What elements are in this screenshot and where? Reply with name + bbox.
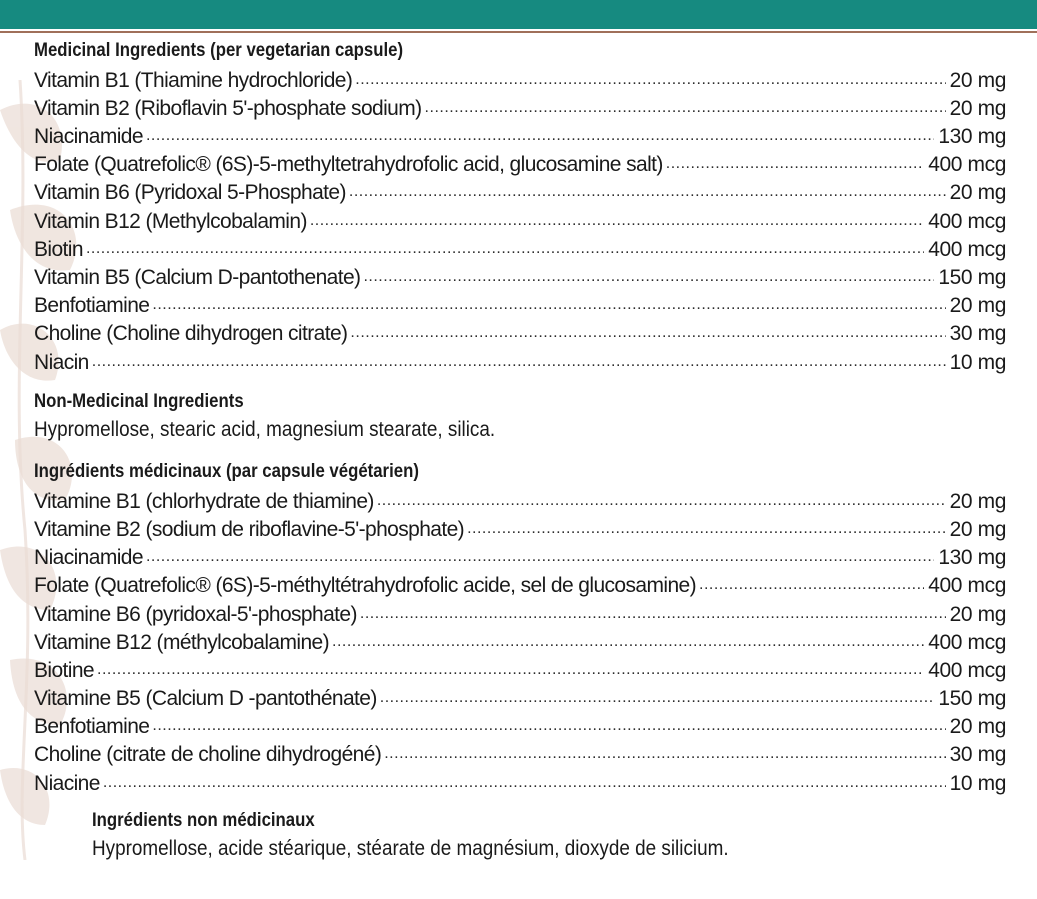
dot-leader bbox=[152, 717, 945, 735]
ingredient-name: Vitamin B5 (Calcium D-pantothenate) bbox=[34, 266, 361, 289]
french-ingredient-list bbox=[34, 486, 1006, 796]
header-rule bbox=[0, 31, 1037, 33]
ingredient-name: Niacinamide bbox=[34, 546, 143, 570]
ingredient-amount: 400 mcg bbox=[928, 574, 1006, 598]
header-bar bbox=[0, 0, 1037, 29]
ingredient-row bbox=[34, 262, 1006, 290]
ingredient-row bbox=[34, 570, 1006, 598]
dot-leader bbox=[332, 633, 924, 651]
ingredient-name: Vitamine B2 (sodium de riboflavine-5'-phosphate) bbox=[34, 517, 465, 541]
ingredient-row bbox=[34, 739, 1006, 767]
ingredient-amount: 20 mg bbox=[949, 68, 1006, 92]
dot-leader bbox=[103, 774, 946, 792]
ingredient-amount: 20 mg bbox=[949, 294, 1006, 318]
ingredient-row bbox=[34, 65, 1006, 93]
ingredient-amount: 400 mcg bbox=[928, 658, 1006, 682]
ingredient-amount: 400 mcg bbox=[928, 237, 1006, 261]
ingredient-amount: 20 mg bbox=[949, 489, 1006, 513]
ingredient-amount: 400 mcg bbox=[928, 209, 1006, 233]
dot-leader bbox=[467, 520, 946, 538]
ingredient-row bbox=[34, 598, 1006, 626]
ingredient-row bbox=[34, 234, 1006, 262]
ingredient-row bbox=[34, 205, 1006, 233]
ingredient-amount: 20 mg bbox=[949, 715, 1006, 739]
english-heading: Medicinal Ingredients (per vegetarian capsule) bbox=[34, 39, 404, 61]
ingredient-amount: 150 mg bbox=[938, 687, 1006, 711]
dot-leader bbox=[384, 745, 945, 763]
ingredient-row bbox=[34, 514, 1006, 542]
dot-leader bbox=[360, 605, 946, 623]
dot-leader bbox=[425, 99, 946, 117]
ingredient-name: Vitamine B5 (Calcium D -pantothénate) bbox=[34, 687, 377, 711]
ingredient-name: Benfotiamine bbox=[34, 294, 150, 318]
dot-leader bbox=[97, 661, 924, 679]
ingredient-amount: 30 mg bbox=[949, 322, 1006, 346]
ingredient-panel bbox=[34, 36, 1006, 864]
ingredient-name: Folate (Quatrefolic® (6S)-5-méthyltétrahydrofolic acide, sel de glucosamine) bbox=[34, 574, 697, 598]
ingredient-name: Folate (Quatrefolic® (6S)-5-methyltetrahydrofolic acid, glucosamine salt) bbox=[34, 153, 663, 177]
french-heading: Ingrédients médicinaux (par capsule végétarien) bbox=[34, 460, 419, 483]
ingredient-row bbox=[34, 767, 1006, 795]
ingredient-amount: 130 mg bbox=[938, 125, 1006, 149]
dot-leader bbox=[363, 268, 934, 286]
ingredient-name: Vitamine B6 (pyridoxal-5'-phosphate) bbox=[34, 602, 357, 626]
english-ingredient-list bbox=[34, 65, 1006, 375]
dot-leader bbox=[666, 155, 924, 173]
ingredient-row bbox=[34, 346, 1006, 374]
ingredient-row bbox=[34, 627, 1006, 655]
ingredient-name: Vitamin B2 (Riboflavin 5'-phosphate sodium) bbox=[34, 96, 422, 120]
ingredient-row bbox=[34, 683, 1006, 711]
dot-leader bbox=[355, 71, 945, 89]
ingredient-name: Benfotiamine bbox=[34, 715, 150, 739]
ingredient-amount: 10 mg bbox=[949, 350, 1006, 374]
ingredient-amount: 20 mg bbox=[949, 602, 1006, 626]
ingredient-row bbox=[34, 486, 1006, 514]
ingredient-name: Biotine bbox=[34, 658, 95, 682]
dot-leader bbox=[86, 240, 924, 258]
ingredient-row bbox=[34, 149, 1006, 177]
ingredient-name: Vitamin B1 (Thiamine hydrochloride) bbox=[34, 68, 353, 92]
ingredient-amount: 30 mg bbox=[949, 743, 1006, 767]
ingredient-row bbox=[34, 93, 1006, 121]
ingredient-name: Niacinamide bbox=[34, 125, 143, 149]
ingredient-row bbox=[34, 121, 1006, 149]
ingredient-amount: 130 mg bbox=[938, 546, 1006, 570]
ingredient-name: Vitamine B12 (méthylcobalamine) bbox=[34, 630, 329, 654]
ingredient-name: Vitamin B12 (Methylcobalamin) bbox=[34, 209, 307, 233]
ingredient-amount: 20 mg bbox=[949, 181, 1006, 205]
ingredient-row bbox=[34, 290, 1006, 318]
ingredient-name: Biotin bbox=[34, 237, 83, 261]
english-non-medicinal-text: Hypromellose, stearic acid, magnesium stearate, silica. bbox=[34, 418, 496, 442]
dot-leader bbox=[152, 296, 945, 314]
dot-leader bbox=[699, 576, 924, 594]
ingredient-name: Niacin bbox=[34, 350, 89, 374]
dot-leader bbox=[92, 353, 946, 371]
ingredient-name: Choline (citrate de choline dihydrogéné) bbox=[34, 743, 382, 767]
dot-leader bbox=[146, 548, 934, 566]
ingredient-amount: 20 mg bbox=[949, 517, 1006, 541]
ingredient-row bbox=[34, 542, 1006, 570]
ingredient-name: Vitamine B1 (chlorhydrate de thiamine) bbox=[34, 489, 374, 513]
dot-leader bbox=[377, 492, 946, 510]
ingredient-amount: 20 mg bbox=[949, 96, 1006, 120]
ingredient-row bbox=[34, 318, 1006, 346]
ingredient-amount: 400 mcg bbox=[928, 153, 1006, 177]
ingredient-amount: 400 mcg bbox=[928, 630, 1006, 654]
dot-leader bbox=[349, 183, 946, 201]
ingredient-row bbox=[34, 711, 1006, 739]
dot-leader bbox=[146, 127, 934, 145]
ingredient-row bbox=[34, 177, 1006, 205]
ingredient-amount: 10 mg bbox=[949, 771, 1006, 795]
dot-leader bbox=[310, 212, 924, 230]
dot-leader bbox=[380, 689, 935, 707]
ingredient-amount: 150 mg bbox=[938, 266, 1006, 289]
dot-leader bbox=[350, 324, 945, 342]
ingredient-name: Choline (Choline dihydrogen citrate) bbox=[34, 322, 348, 346]
english-non-medicinal-heading: Non-Medicinal Ingredients bbox=[34, 389, 244, 412]
ingredient-name: Niacine bbox=[34, 771, 100, 795]
ingredient-name: Vitamin B6 (Pyridoxal 5-Phosphate) bbox=[34, 181, 346, 205]
french-non-medicinal-heading: Ingrédients non médicinaux bbox=[92, 808, 315, 831]
french-non-medicinal-text: Hypromellose, acide stéarique, stéarate de magnésium, dioxyde de silicium. bbox=[92, 837, 729, 861]
ingredient-row bbox=[34, 655, 1006, 683]
